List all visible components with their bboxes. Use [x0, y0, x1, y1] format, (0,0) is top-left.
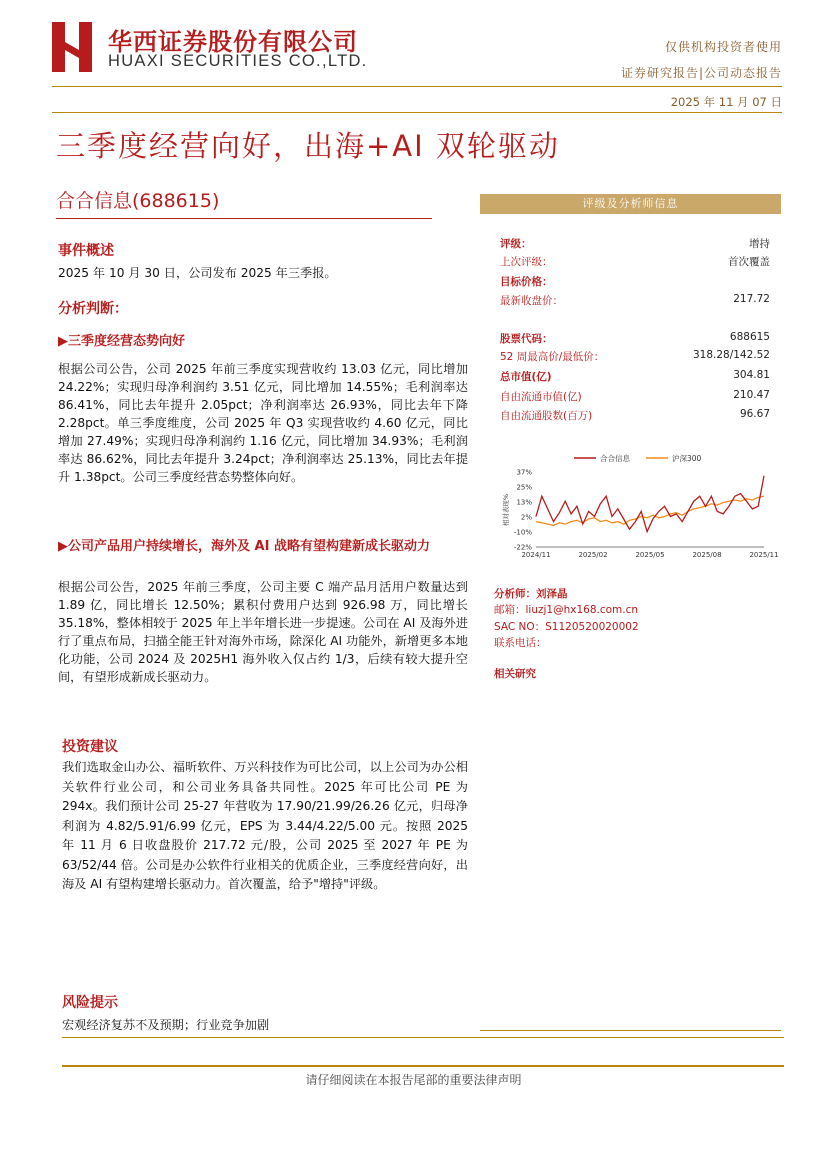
sub1-text: 根据公司公告，公司 2025 年前三季度实现营收约 13.03 亿元，同比增加 24.22%；实现归母净利润约 3.51 亿元，同比增加 14.55%；毛利润率达 86.41%，同比去年提升 2.05pct；净利润率达 26.93%，同比去年下降 2.28pct。单三季度维度，公司 2025 年 Q3 实现营收约 4.60 亿元，同比增加 27.49%；实现归母净利润约 1.16 亿元，同比增加 34.93%；毛利润率达 86.62%，同比去年提升 3.24pct；净利润率达 25.13%，同比去年提升 1.38pct。公司三季度经营态势整体向好。 [58, 362, 468, 484]
y-tick-label: 25% [516, 483, 532, 492]
float-mcap-row [500, 389, 770, 405]
company-name-en: HUAXI SECURITIES CO.,LTD. [108, 52, 368, 70]
prev-rating-value: 首次覆盖 [728, 256, 770, 268]
target-label: 目标价格： [500, 276, 553, 288]
report-title: 三季度经营向好，出海+AI 双轮驱动 [56, 129, 560, 163]
sub1-heading: ▶三季度经营态势向好 [58, 334, 185, 349]
analyst-email: 邮箱：liuzj1@hx168.com.cn [494, 604, 639, 616]
prev-rating-row [500, 254, 770, 270]
date-divider [52, 112, 782, 113]
x-tick-label: 2025/02 [578, 551, 608, 559]
x-tick-label: 2025/05 [635, 551, 665, 559]
report-date: 2025 年 11 月 07 日 [670, 95, 782, 109]
sidebar-header: 评级及分析师信息 [480, 194, 781, 214]
range-label: 52 周最高价/最低价： [500, 351, 605, 363]
prev-rating-label: 上次评级： [500, 256, 553, 268]
analyst-phone: 联系电话： [494, 637, 547, 649]
stock-performance-chart [486, 446, 786, 570]
y-tick-label: 2% [520, 513, 532, 522]
series-line-1 [536, 476, 764, 532]
target-row [500, 274, 770, 290]
range-value: 318.28/142.52 [692, 349, 770, 361]
company-logo [52, 22, 96, 72]
stock-underline [56, 218, 432, 219]
x-tick-label: 2024/11 [521, 551, 551, 559]
footer-line-bottom [62, 1065, 784, 1067]
mcap-label: 总市值(亿) [500, 371, 552, 383]
float-mcap-label: 自由流通市值(亿) [500, 391, 582, 403]
sub2-text: 根据公司公告，2025 年前三季度，公司主要 C 端产品月活用户数量达到 1.89 亿，同比增长 12.50%；累积付费用户达到 926.98 万，同比增长 35.18%，整体相较于 2025 年上半年增长进一步提速。公司在 AI 及海外进行了重点布局，扫描全能王针对海外市场，除深化 AI 功能外，新增更多本地化功能，公司 2024 及 2025H1 海外收入仅占约 1/3，后续有较大提升空间，有望形成新成长驱动力。 [58, 580, 468, 684]
sub2-heading: ▶公司产品用户持续增长，海外及 AI 战略有望构建新成长驱动力 [58, 539, 430, 554]
invest-text: 我们选取金山办公、福昕软件、万兴科技作为可比公司，以上公司为办公相关软件行业公司，和公司业务具备共同性。2025 年可比公司 PE 为 294x。我们预计公司 25-27 年营收为 17.90/21.99/26.26 亿元，归母净利润为 4.82/5.91/6.99 亿元，EPS 为 3.44/4.22/5.00 元。按照 2025 年 11 月 6 日收盘股价 217.72 元/股，公司 2025 至 2027 年 PE 为 63/52/44 倍。公司是办公软件行业相关的优质企业，三季度经营向好，出海及 AI 有望构建增长驱动力。首次覆盖，给予"增持"评级。 [62, 760, 468, 891]
code-row [500, 331, 770, 347]
y-tick-label: 37% [516, 468, 532, 477]
y-tick-label: -10% [513, 528, 532, 537]
float-mcap-value: 210.47 [733, 389, 770, 401]
related-research: 相关研究 [494, 668, 536, 680]
code-value: 688615 [729, 331, 770, 343]
legend-label-1: 合合信息 [600, 454, 630, 463]
invest-heading: 投资建议 [62, 739, 118, 755]
analyst-name: 分析师：刘泽晶 [494, 588, 568, 600]
y-axis-label: 相对表现% [502, 493, 510, 527]
event-text: 2025 年 10 月 30 日，公司发布 2025 年三季报。 [58, 266, 337, 280]
report-type: 证券研究报告|公司动态报告 [620, 66, 782, 80]
rating-label: 评级： [500, 238, 532, 250]
close-label: 最新收盘价： [500, 295, 563, 307]
analyst-sac: SAC NO：S1120520020002 [494, 621, 639, 633]
legend-label-2: 沪深300 [672, 454, 702, 463]
rating-value: 增持 [749, 238, 770, 250]
risk-heading: 风险提示 [62, 995, 118, 1011]
audience-note: 仅供机构投资者使用 [664, 40, 782, 54]
risk-text: 宏观经济复苏不及预期；行业竞争加剧 [62, 1018, 270, 1032]
mcap-value: 304.81 [733, 369, 770, 381]
close-row [500, 293, 770, 309]
y-tick-label: 13% [516, 498, 532, 507]
x-tick-label: 2025/11 [749, 551, 779, 559]
float-shares-label: 自由流通股数(百万) [500, 410, 593, 422]
rating-row [500, 236, 770, 252]
y-tick-label: -22% [513, 543, 532, 552]
footer-disclaimer: 请仔细阅读在本报告尾部的重要法律声明 [305, 1073, 522, 1087]
range-row [500, 349, 770, 365]
float-shares-row [500, 408, 770, 424]
footer-line-top [62, 1037, 784, 1038]
x-tick-label: 2025/08 [692, 551, 722, 559]
event-heading: 事件概述 [58, 243, 114, 259]
company-name-cn: 华西证券股份有限公司 [108, 28, 358, 56]
code-label: 股票代码： [500, 333, 553, 345]
mcap-row [500, 369, 770, 385]
header-divider [52, 86, 782, 87]
analysis-heading: 分析判断： [58, 301, 128, 317]
float-shares-value: 96.67 [739, 408, 770, 420]
stock-name: 合合信息(688615) [56, 190, 220, 212]
close-value: 217.72 [733, 293, 770, 305]
